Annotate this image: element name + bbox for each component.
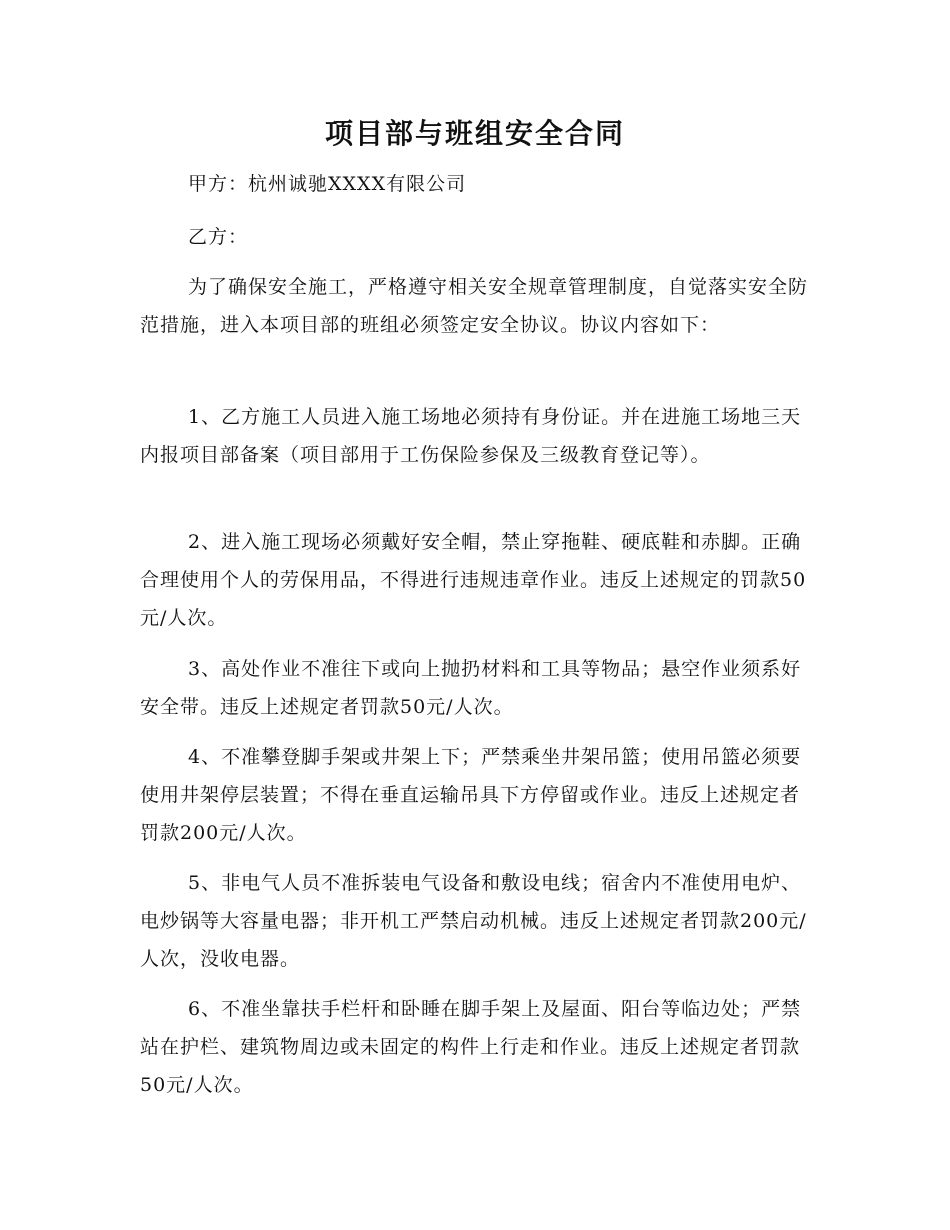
party-a-line: 甲方：杭州诚驰XXXX有限公司: [188, 173, 467, 195]
clause-4: 4、不准攀登脚手架或井架上下；严禁乘坐井架吊篮；使用吊篮必须要使用井架停层装置；不得在垂直运输吊具下方停留或作业。违反上述规定者罚款200元/人次。: [140, 746, 802, 844]
document-title: 项目部与班组安全合同: [324, 117, 625, 150]
clause-1: 1、乙方施工人员进入施工场地必须持有身份证。并在进施工场地三天内报项目部备案（项目部用于工伤保险参保及三级教育登记等）。: [140, 406, 802, 466]
intro-paragraph: 为了确保安全施工，严格遵守相关安全规章管理制度，自觉落实安全防范措施，进入本项目部的班组必须签定安全协议。协议内容如下：: [140, 276, 809, 336]
clause-5: 5、非电气人员不准拆装电气设备和敷设电线；宿舍内不准使用电炉、电炒锅等大容量电器；非开机工严禁启动机械。违反上述规定者罚款200元/人次，没收电器。: [140, 872, 807, 970]
clause-6: 6、不准坐靠扶手栏杆和卧睡在脚手架上及屋面、阳台等临边处；严禁站在护栏、建筑物周边或未固定的构件上行走和作业。违反上述规定者罚款50元/人次。: [140, 998, 802, 1096]
clause-3: 3、高处作业不准往下或向上抛扔材料和工具等物品；悬空作业须系好安全带。违反上述规定者罚款50元/人次。: [140, 658, 802, 718]
clause-2: 2、进入施工现场必须戴好安全帽，禁止穿拖鞋、硬底鞋和赤脚。正确合理使用个人的劳保用品，不得进行违规违章作业。违反上述规定的罚款50元/人次。: [140, 531, 807, 629]
party-b-line: 乙方：: [188, 226, 249, 248]
